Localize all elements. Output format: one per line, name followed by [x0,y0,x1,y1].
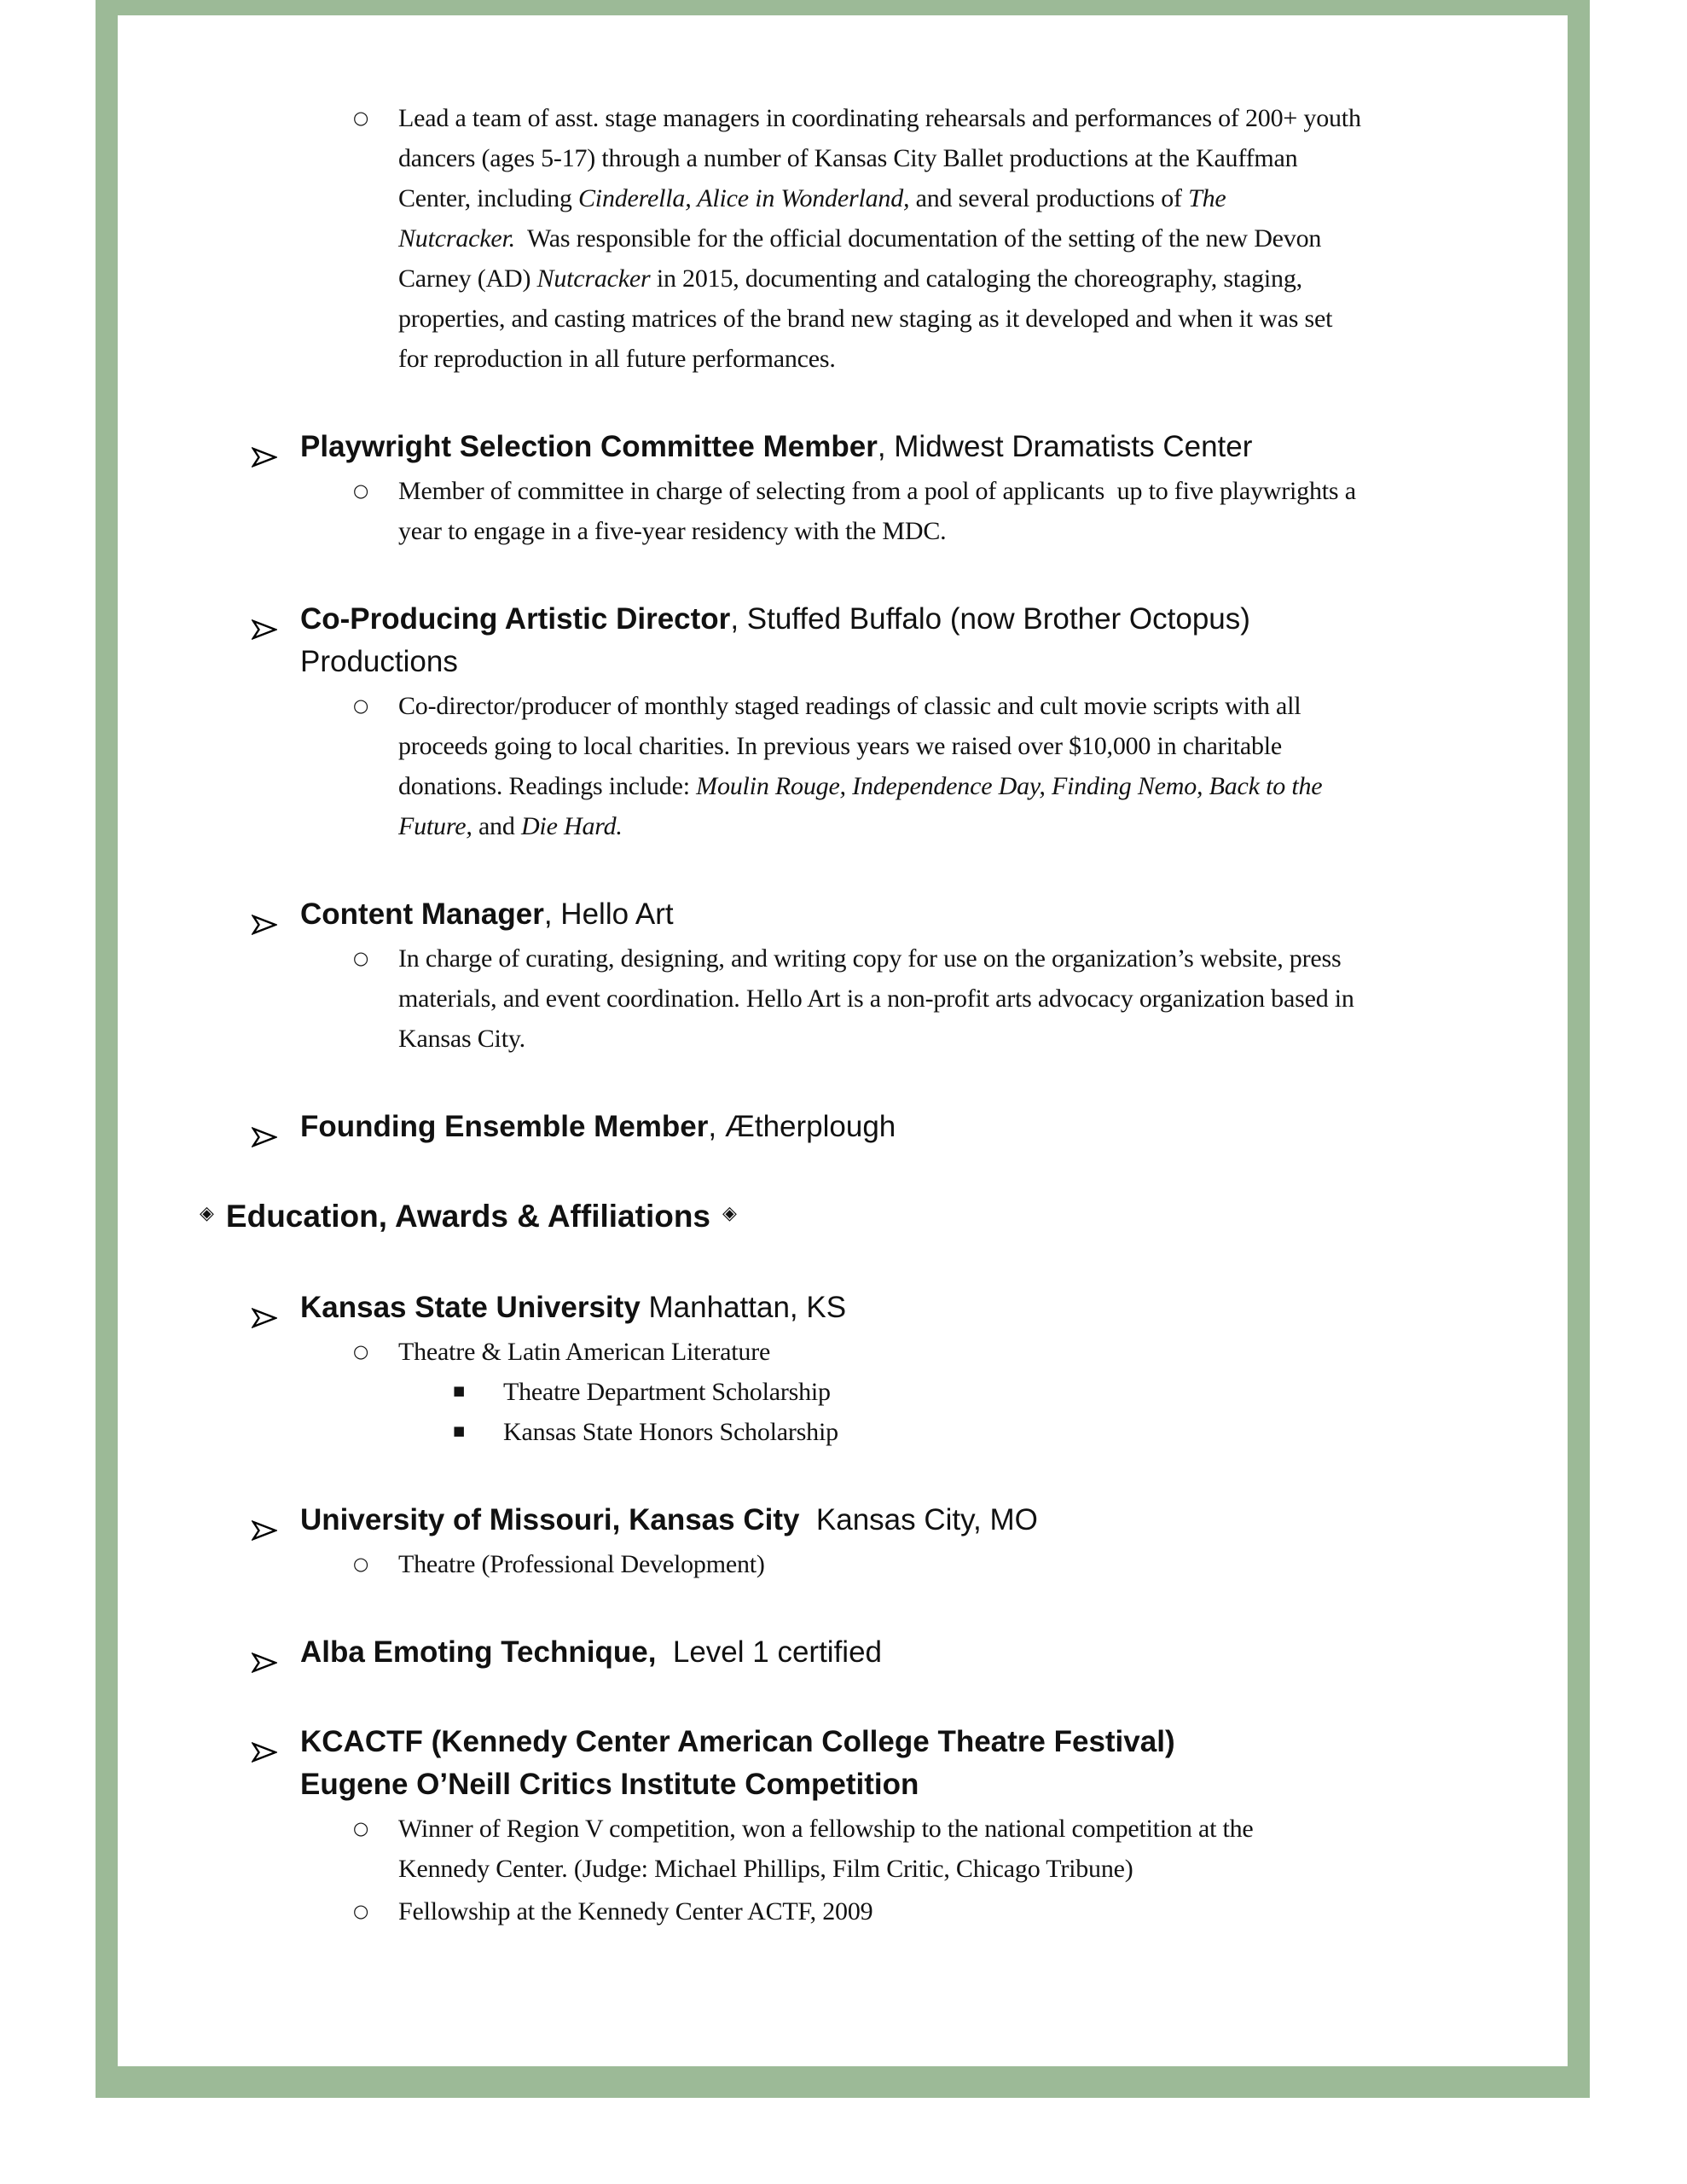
bullet-item [118,471,1568,551]
text-run: KCACTF (Kennedy Center American College Theatre Festival) [300,1725,1175,1759]
text-run: Future, [398,812,472,840]
text-run: Nutcracker [536,264,651,293]
text-run: dancers (ages 5-17) through a number of Kansas City Ballet productions at the Kauffman [398,144,1298,172]
bullet-item [118,1809,1568,1889]
text-run: for reproduction in all future performances. [398,345,836,373]
text-run: Theatre Department Scholarship [503,1378,831,1407]
text-run: year to engage in a five-year residency with the MDC. [398,517,947,545]
text-run: Manhattan, KS [640,1291,847,1325]
text-run: Moulin Rouge, Independence Day, Finding Nemo, Back to the [696,772,1323,800]
arrow-bullet-icon [252,904,277,925]
circle-bullet-icon: ○ [353,1554,369,1575]
text-run: Fellowship at the Kennedy Center ACTF, 2009 [398,1897,873,1926]
item-text [300,1725,1175,1801]
item-text [398,692,1322,840]
text-run: Kansas State University [300,1291,641,1325]
text-run: Content Manager [300,897,544,931]
text-run: materials, and event coordination. Hello Art is a non-profit arts advocacy organization based in [398,985,1354,1013]
text-run: Lead a team of asst. stage managers in coordinating rehearsals and performances of 200+ youth [398,104,1361,132]
diamond-ornament-icon: ◈ [722,1203,737,1225]
circle-bullet-icon: ○ [353,480,369,501]
text-run: donations. Readings include: [398,772,697,800]
text-run: , Stuffed Buffalo (now Brother Octopus) [730,602,1250,636]
item-text [398,1338,770,1366]
sub-bullet-item [118,1372,1568,1412]
item-text [503,1378,831,1406]
circle-bullet-icon: ○ [353,1341,369,1362]
entry-heading [118,1499,1568,1542]
text-run: Founding Ensemble Member [300,1110,709,1143]
circle-bullet-icon: ○ [353,948,369,968]
entry-heading [118,1287,1568,1329]
section-heading-label: Education, Awards & Affiliations [225,1199,711,1234]
item-text [300,897,674,931]
arrow-bullet-icon [252,437,277,457]
item-text [300,430,1252,463]
arrow-bullet-icon [252,1510,277,1531]
item-text [503,1418,838,1446]
text-run: proceeds going to local charities. In previous years we raised over $10,000 in charitable [398,732,1283,760]
item-text [300,1503,1038,1536]
text-run: Was responsible for the official documentation of the setting of the new Devon [514,224,1322,253]
arrow-bullet-icon [252,1117,277,1137]
text-run: and [472,812,521,840]
text-run: and several productions of [909,184,1189,212]
bullet-item [118,1332,1568,1372]
text-run: Productions [300,645,458,678]
item-text [398,1815,1254,1883]
text-run: Member of committee in charge of selecting from a pool of applicants up to five playwrights a [398,477,1356,505]
item-text [398,1897,872,1926]
text-run: Kansas City, MO [799,1503,1038,1537]
square-bullet-icon: ■ [453,1383,466,1399]
bullet-item [118,1544,1568,1584]
entry-heading [118,893,1568,936]
text-run: University of Missouri, Kansas City [300,1503,800,1537]
entry-heading [118,426,1568,468]
text-run: Theatre & Latin American Literature [398,1338,771,1367]
arrow-bullet-icon [252,1732,277,1752]
text-run: Carney (AD) [398,264,537,293]
circle-bullet-icon: ○ [353,1818,369,1839]
diamond-ornament-icon: ◈ [200,1203,214,1225]
document-page [118,15,1568,2066]
item-text [300,1291,846,1324]
text-run: Cinderella, Alice in Wonderland, [578,184,910,212]
arrow-bullet-icon [252,1642,277,1663]
circle-bullet-icon: ○ [353,107,369,128]
text-run: , Midwest Dramatists Center [877,430,1253,463]
entry-heading [118,1631,1568,1674]
text-run: In charge of curating, designing, and writing copy for use on the organization’s website, press [398,944,1342,973]
bullet-item [118,1891,1568,1931]
text-run: Kennedy Center. (Judge: Michael Phillips, Film Critic, Chicago Tribune) [398,1855,1133,1884]
bullet-item [118,938,1568,1059]
entry-heading [118,1721,1568,1806]
text-run: Theatre (Professional Development) [398,1550,765,1579]
entry-heading [118,1106,1568,1148]
text-run: , Hello Art [543,897,674,931]
item-text [300,1110,896,1143]
text-run: Alba Emoting Technique, [300,1635,657,1670]
text-run: Center, including [398,184,578,212]
item-text [300,1635,882,1669]
entry-heading [118,598,1568,683]
square-bullet-icon: ■ [453,1423,466,1439]
sub-bullet-item [118,1412,1568,1452]
text-run: Kansas State Honors Scholarship [503,1418,838,1447]
text-run: The [1188,184,1226,212]
text-run: Co-Producing Artistic Director [300,602,731,636]
text-run: Playwright Selection Committee Member [300,430,878,463]
text-run: Eugene O’Neill Critics Institute Competition [300,1768,919,1802]
text-run: Kansas City. [398,1025,525,1053]
text-run: Co-director/producer of monthly staged readings of classic and cult movie scripts with all [398,692,1301,720]
bullet-item [118,686,1568,846]
text-run: Level 1 certified [656,1635,883,1670]
arrow-bullet-icon [252,609,277,630]
item-text [398,1550,765,1578]
page-border-frame [96,0,1590,2098]
item-text [398,477,1356,545]
circle-bullet-icon: ○ [353,1901,369,1922]
text-run: Die Hard. [520,812,623,840]
text-run: in 2015, documenting and cataloging the choreography, staging, [650,264,1302,293]
text-run: , Ætherplough [708,1110,896,1143]
document-content [118,15,1568,2066]
item-text [398,944,1354,1053]
text-run: properties, and casting matrices of the brand new staging as it developed and when it was set [398,305,1333,333]
text-run: Nutcracker. [398,224,515,253]
item-text [398,104,1361,373]
arrow-bullet-icon [252,1298,277,1318]
item-text [300,602,1250,678]
text-run: Winner of Region V competition, won a fellowship to the national competition at the [398,1815,1254,1844]
bullet-item [118,98,1568,379]
section-heading [118,1195,1568,1240]
circle-bullet-icon: ○ [353,695,369,716]
